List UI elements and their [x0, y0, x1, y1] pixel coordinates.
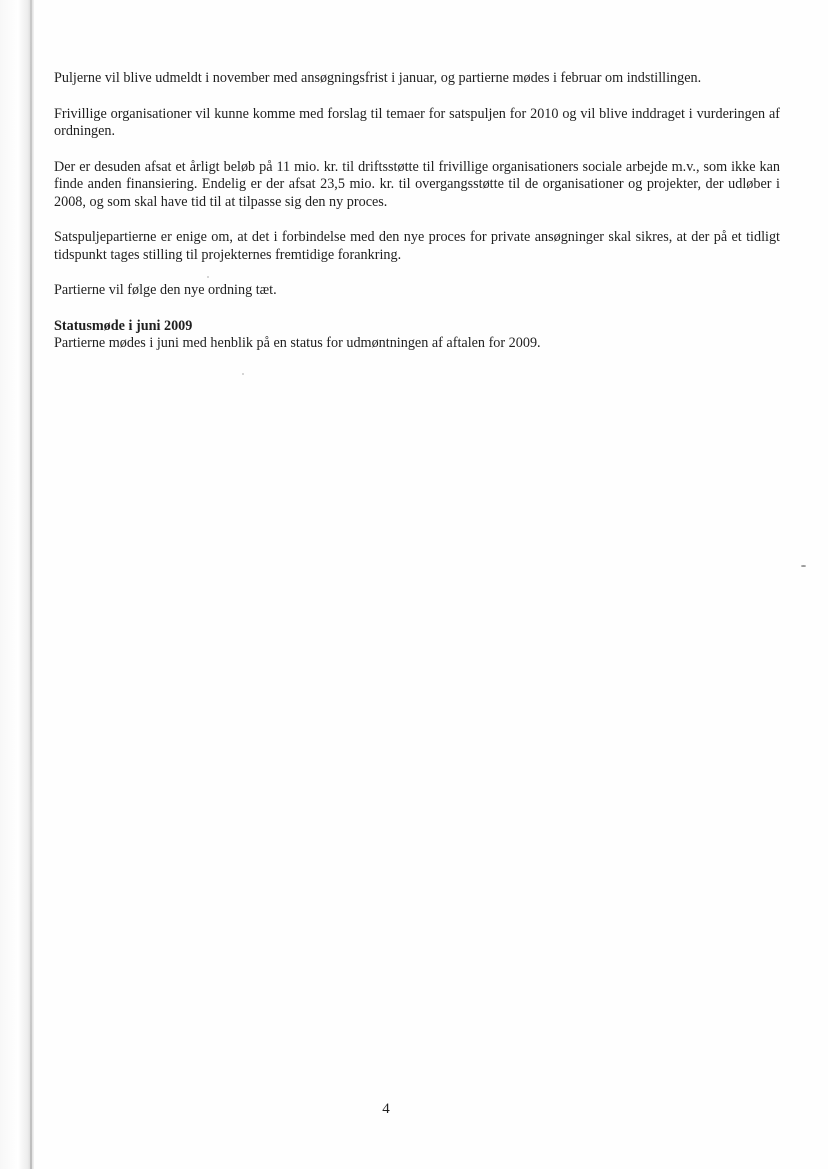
page-number-text: 4	[382, 1101, 390, 1117]
section-heading: Statusmøde i juni 2009	[54, 317, 193, 334]
scan-speck	[801, 565, 806, 567]
paragraph-pools-announcement: Puljerne vil blive udmeldt i november med ansøgningsfrist i januar, og partierne mødes i februar om indstillingen.	[54, 70, 702, 86]
scan-speck	[242, 373, 244, 375]
scan-speck	[207, 276, 209, 278]
page-content	[54, 70, 780, 353]
paragraph-follow-up: Partierne vil følge den nye ordning tæt.	[54, 282, 277, 298]
page-number	[0, 1101, 828, 1118]
paragraph-voluntary-organisations: Frivillige organisationer vil kunne komme med forslag til temaer for satspuljen for 2010 og vil blive inddraget i vurderingen af ordningen.	[54, 105, 780, 139]
binding-shadow	[0, 0, 34, 1169]
binding-edge	[30, 0, 32, 1169]
paragraph-annual-funding: Der er desuden afsat et årligt beløb på 11 mio. kr. til driftsstøtte til frivillige organisationers sociale arbejde m.v., som ikke kan finde anden finansiering. Endelig er der afsat 23,5 mio. kr. til overgangsstøtte til de organisationer og projekter, der udløber i 2008, og som skal have tid til at tilpasse sig den ny proces.	[54, 158, 780, 210]
paragraph-anchoring: Satspuljepartierne er enige om, at det i forbindelse med den nye proces for private ansøgninger skal sikres, at der på et tidligt tidspunkt tages stilling til projekternes fremtidige forankring.	[54, 229, 780, 263]
section-body: Partierne mødes i juni med henblik på en status for udmøntningen af aftalen for 2009.	[54, 335, 541, 351]
